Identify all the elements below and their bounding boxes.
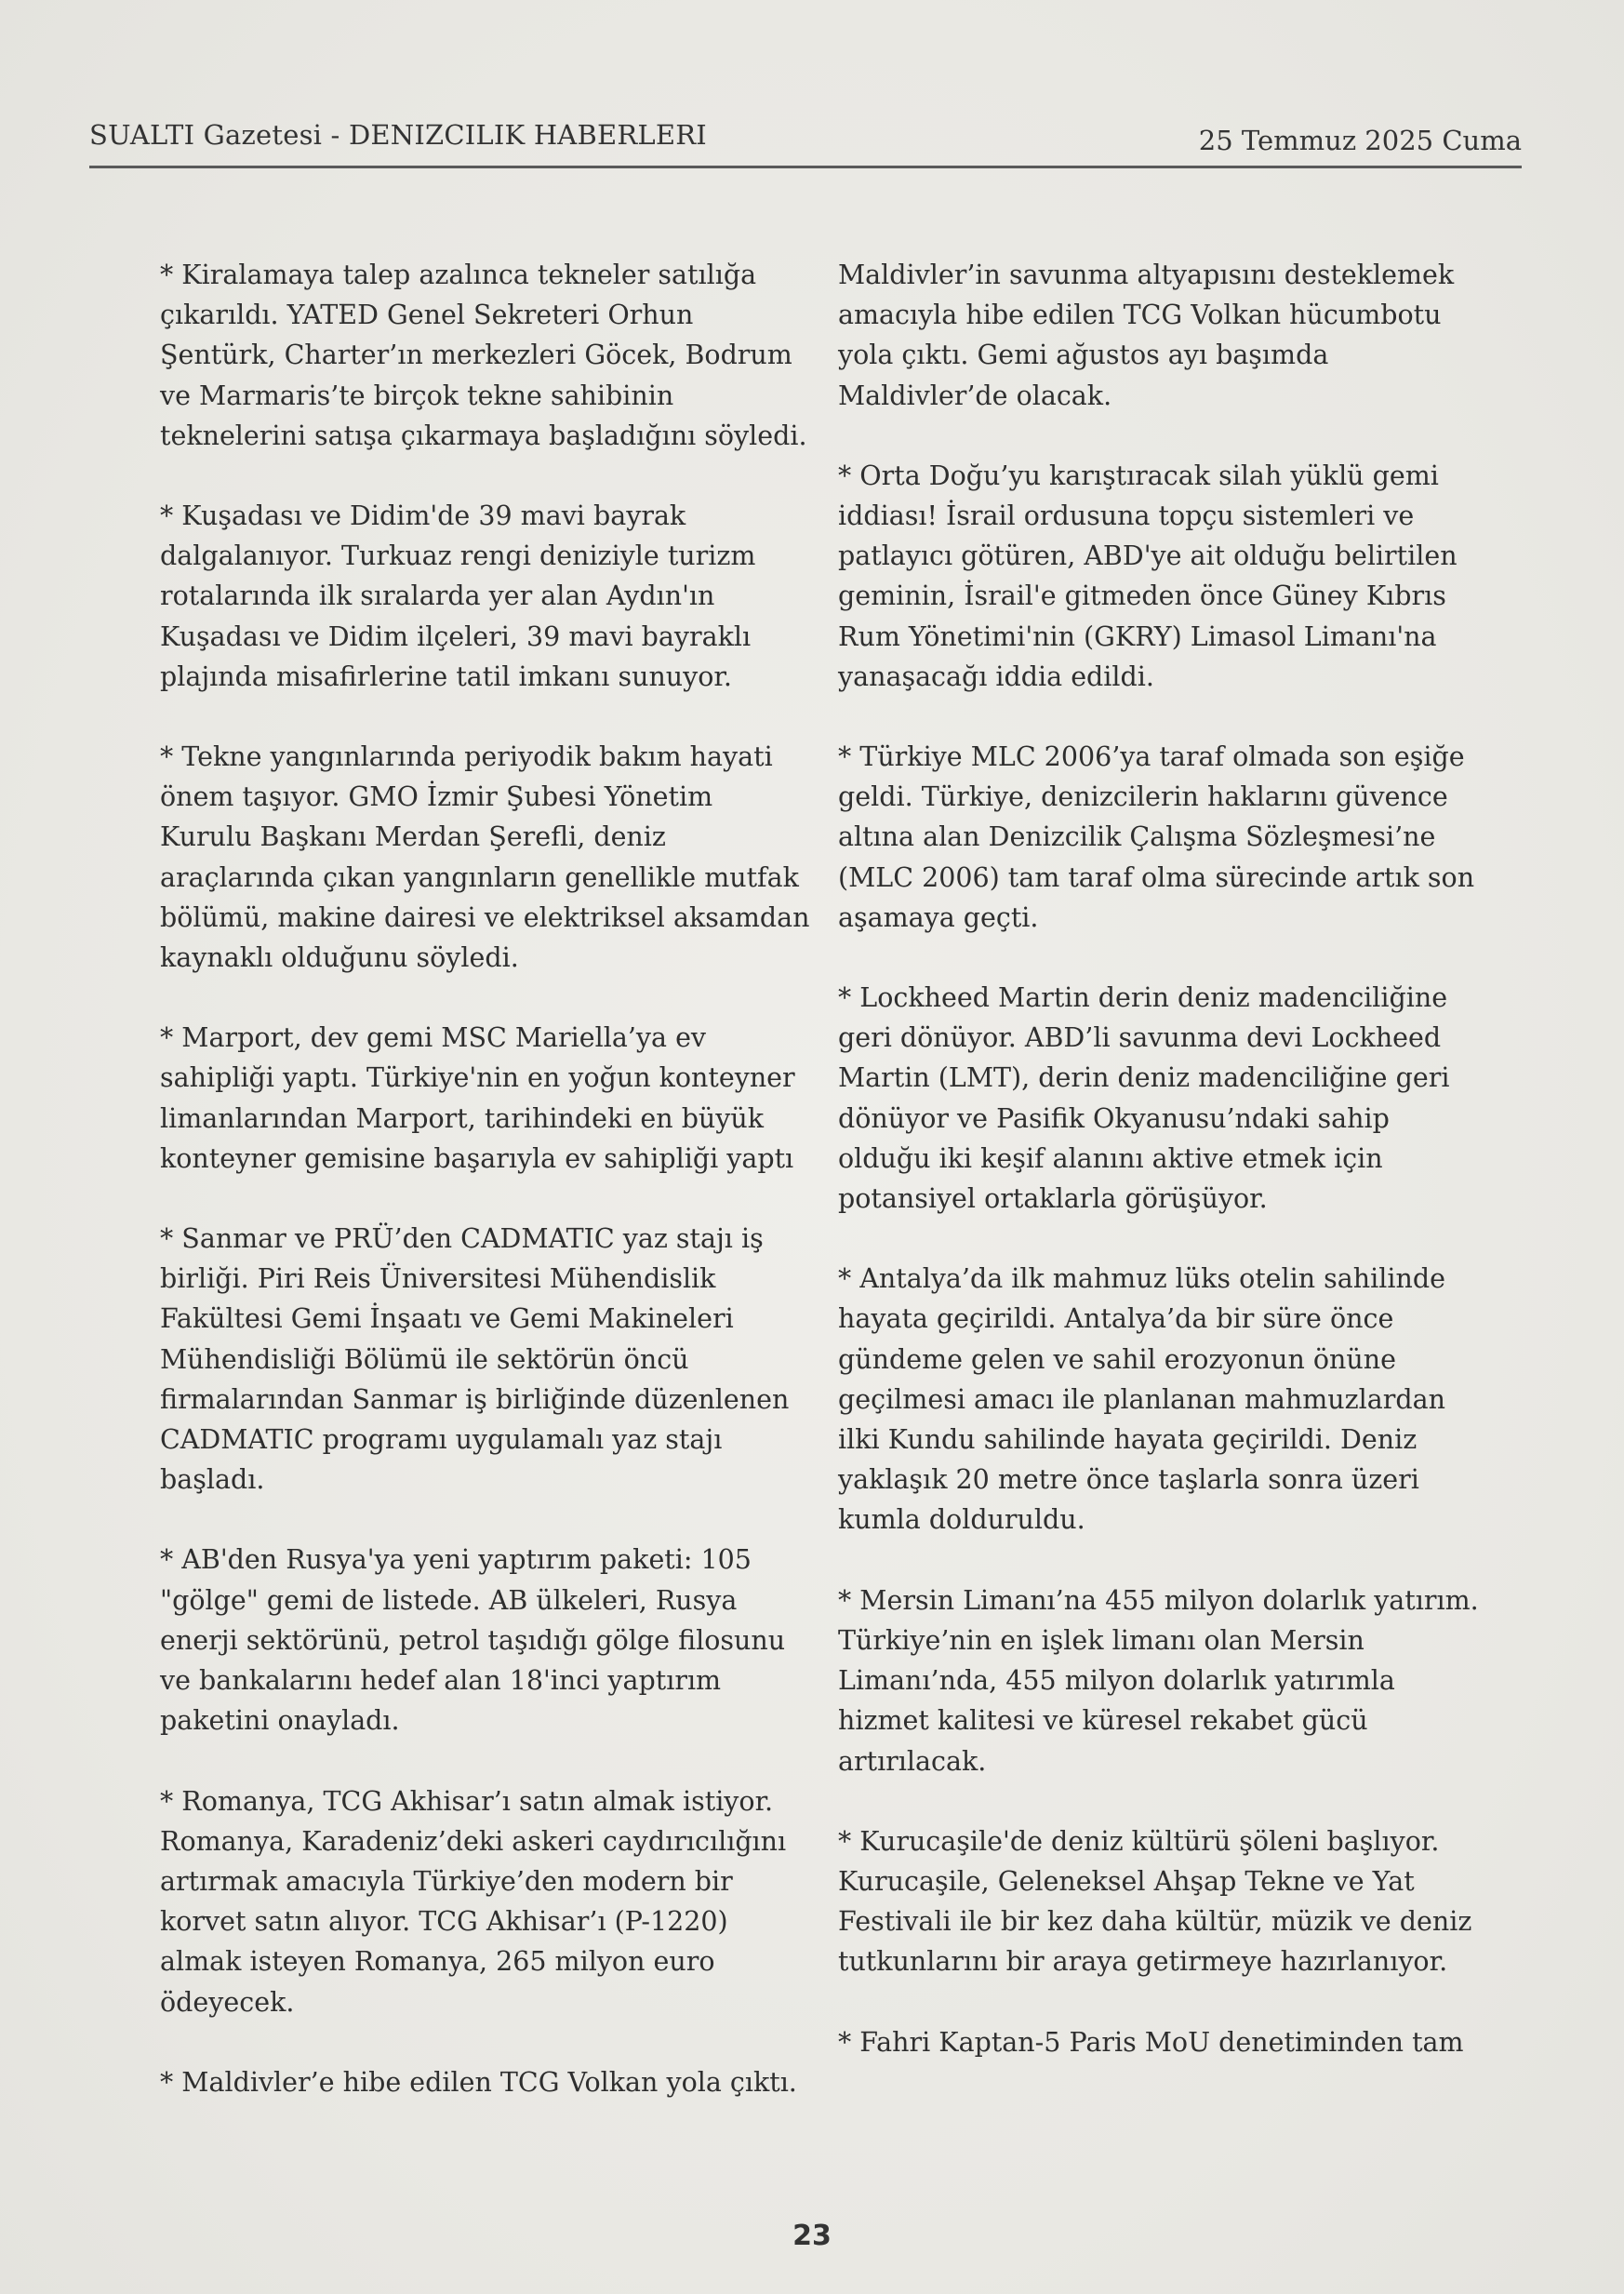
news-item: * Marport, dev gemi MSC Mariella’ya ev sahipliği yaptı. Türkiye'nin en yoğun konteyner limanlarından Marport, tarihindeki en büyük konteyner gemisine başarıyla ev sahipliği yaptı [160,1022,795,1174]
news-item: * Tekne yangınlarında periyodik bakım hayati önem taşıyor. GMO İzmir Şubesi Yönetim Kurulu Başkanı Merdan Şerefli, deniz araçlarında çıkan yangınların genellikle mutfak bölümü, makine dairesi ve elektriksel aksamdan kaynaklı olduğunu söyledi. [160,741,810,974]
news-item: * Fahri Kaptan-5 Paris MoU denetiminden tam [838,2026,1464,2058]
header-divider [89,166,1522,168]
right-column [838,255,1489,2102]
news-item: * Romanya, TCG Akhisar’ı satın almak istiyor. Romanya, Karadeniz’deki askeri caydırıcılığını artırmak amacıyla Türkiye’den modern bir korvet satın alıyor. TCG Akhisar’ı (P-1220) almak isteyen Romanya, 265 milyon euro ödeyecek. [160,1785,787,2018]
news-item: * Orta Doğu’yu karıştıracak silah yüklü gemi iddiası! İsrail ordusuna topçu sistemleri ve patlayıcı götüren, ABD'ye ait olduğu belirtilen geminin, İsrail'e gitmeden önce Güney Kıbrıs Rum Yönetimi'nin (GKRY) Limasol Limanı'na yanaşacağı iddia edildi. [838,460,1458,692]
page-header [89,115,1522,167]
news-item: * Sanmar ve PRÜ’den CADMATIC yaz stajı iş birliği. Piri Reis Üniversitesi Mühendislik Fakültesi Gemi İnşaatı ve Gemi Makineleri Mühendisliği Bölümü ile sektörün öncü firmalarından Sanmar iş birliğinde düzenlenen CADMATIC programı uygulamalı yaz stajı başladı. [160,1223,790,1496]
news-item: * Kurucaşile'de deniz kültürü şöleni başlıyor. Kurucaşile, Geleneksel Ahşap Tekne ve Yat Festivali ile bir kez daha kültür, müzik ve deniz tutkunlarını bir araya getirmeye hazırlanıyor. [838,1825,1472,1978]
page-number: 23 [792,2220,832,2252]
news-item: Maldivler’in savunma altyapısını desteklemek amacıyla hibe edilen TCG Volkan hücumbotu yola çıktı. Gemi ağustos ayı başımda Maldivler’de olacak. [838,260,1455,411]
newspaper-title: SUALTI Gazetesi - DENIZCILIK HABERLERI [89,119,707,151]
left-column [160,255,811,2142]
news-item: * Kuşadası ve Didim'de 39 mavi bayrak dalgalanıyor. Turkuaz rengi deniziyle turizm rotalarında ilk sıralarda yer alan Aydın'ın Kuşadası ve Didim ilçeleri, 39 mavi bayraklı plajında misafirlerine tatil imkanı sunuyor. [160,500,756,692]
news-item: * Maldivler’e hibe edilen TCG Volkan yola çıktı. [160,2066,797,2098]
news-item: * Antalya’da ilk mahmuz lüks otelin sahilinde hayata geçirildi. Antalya’da bir süre önce gündeme gelen ve sahil erozyonun önüne geçilmesi amacı ile planlanan mahmuzlardan ilki Kundu sahilinde hayata geçirildi. Deniz yaklaşık 20 metre önce taşlarla sonra üzeri kumla dolduruldu. [838,1263,1445,1536]
news-item: * Kiralamaya talep azalınca tekneler satılığa çıkarıldı. YATED Genel Sekreteri Orhun Şentürk, Charter’ın merkezleri Göcek, Bodrum ve Marmaris’te birçok tekne sahibinin teknelerini satışa çıkarmaya başladığını söyledi. [160,260,807,451]
publication-date: 25 Temmuz 2025 Cuma [1198,125,1522,156]
news-item: * AB'den Rusya'ya yeni yaptırım paketi: 105 "gölge" gemi de listede. AB ülkeleri, Rusya enerji sektörünü, petrol taşıdığı gölge filosunu ve bankalarını hedef alan 18'inci yaptırım paketini onayladı. [160,1544,786,1737]
news-item: * Lockheed Martin derin deniz madenciliğine geri dönüyor. ABD’li savunma devi Lockheed Martin (LMT), derin deniz madenciliğine geri dönüyor ve Pasifik Okyanusu’ndaki sahip olduğu iki keşif alanını aktive etmek için potansiyel ortaklarla görüşüyor. [838,982,1450,1215]
news-item: * Mersin Limanı’na 455 milyon dolarlık yatırım. Türkiye’nin en işlek limanı olan Mersin Limanı’nda, 455 milyon dolarlık yatırımla hizmet kalitesi ve küresel rekabet gücü artırılacak. [838,1584,1479,1777]
news-item: * Türkiye MLC 2006’ya taraf olmada son eşiğe geldi. Türkiye, denizcilerin haklarını güvence altına alan Denizcilik Çalışma Sözleşmesi’ne (MLC 2006) tam taraf olma sürecinde artık son aşamaya geçti. [838,741,1475,933]
